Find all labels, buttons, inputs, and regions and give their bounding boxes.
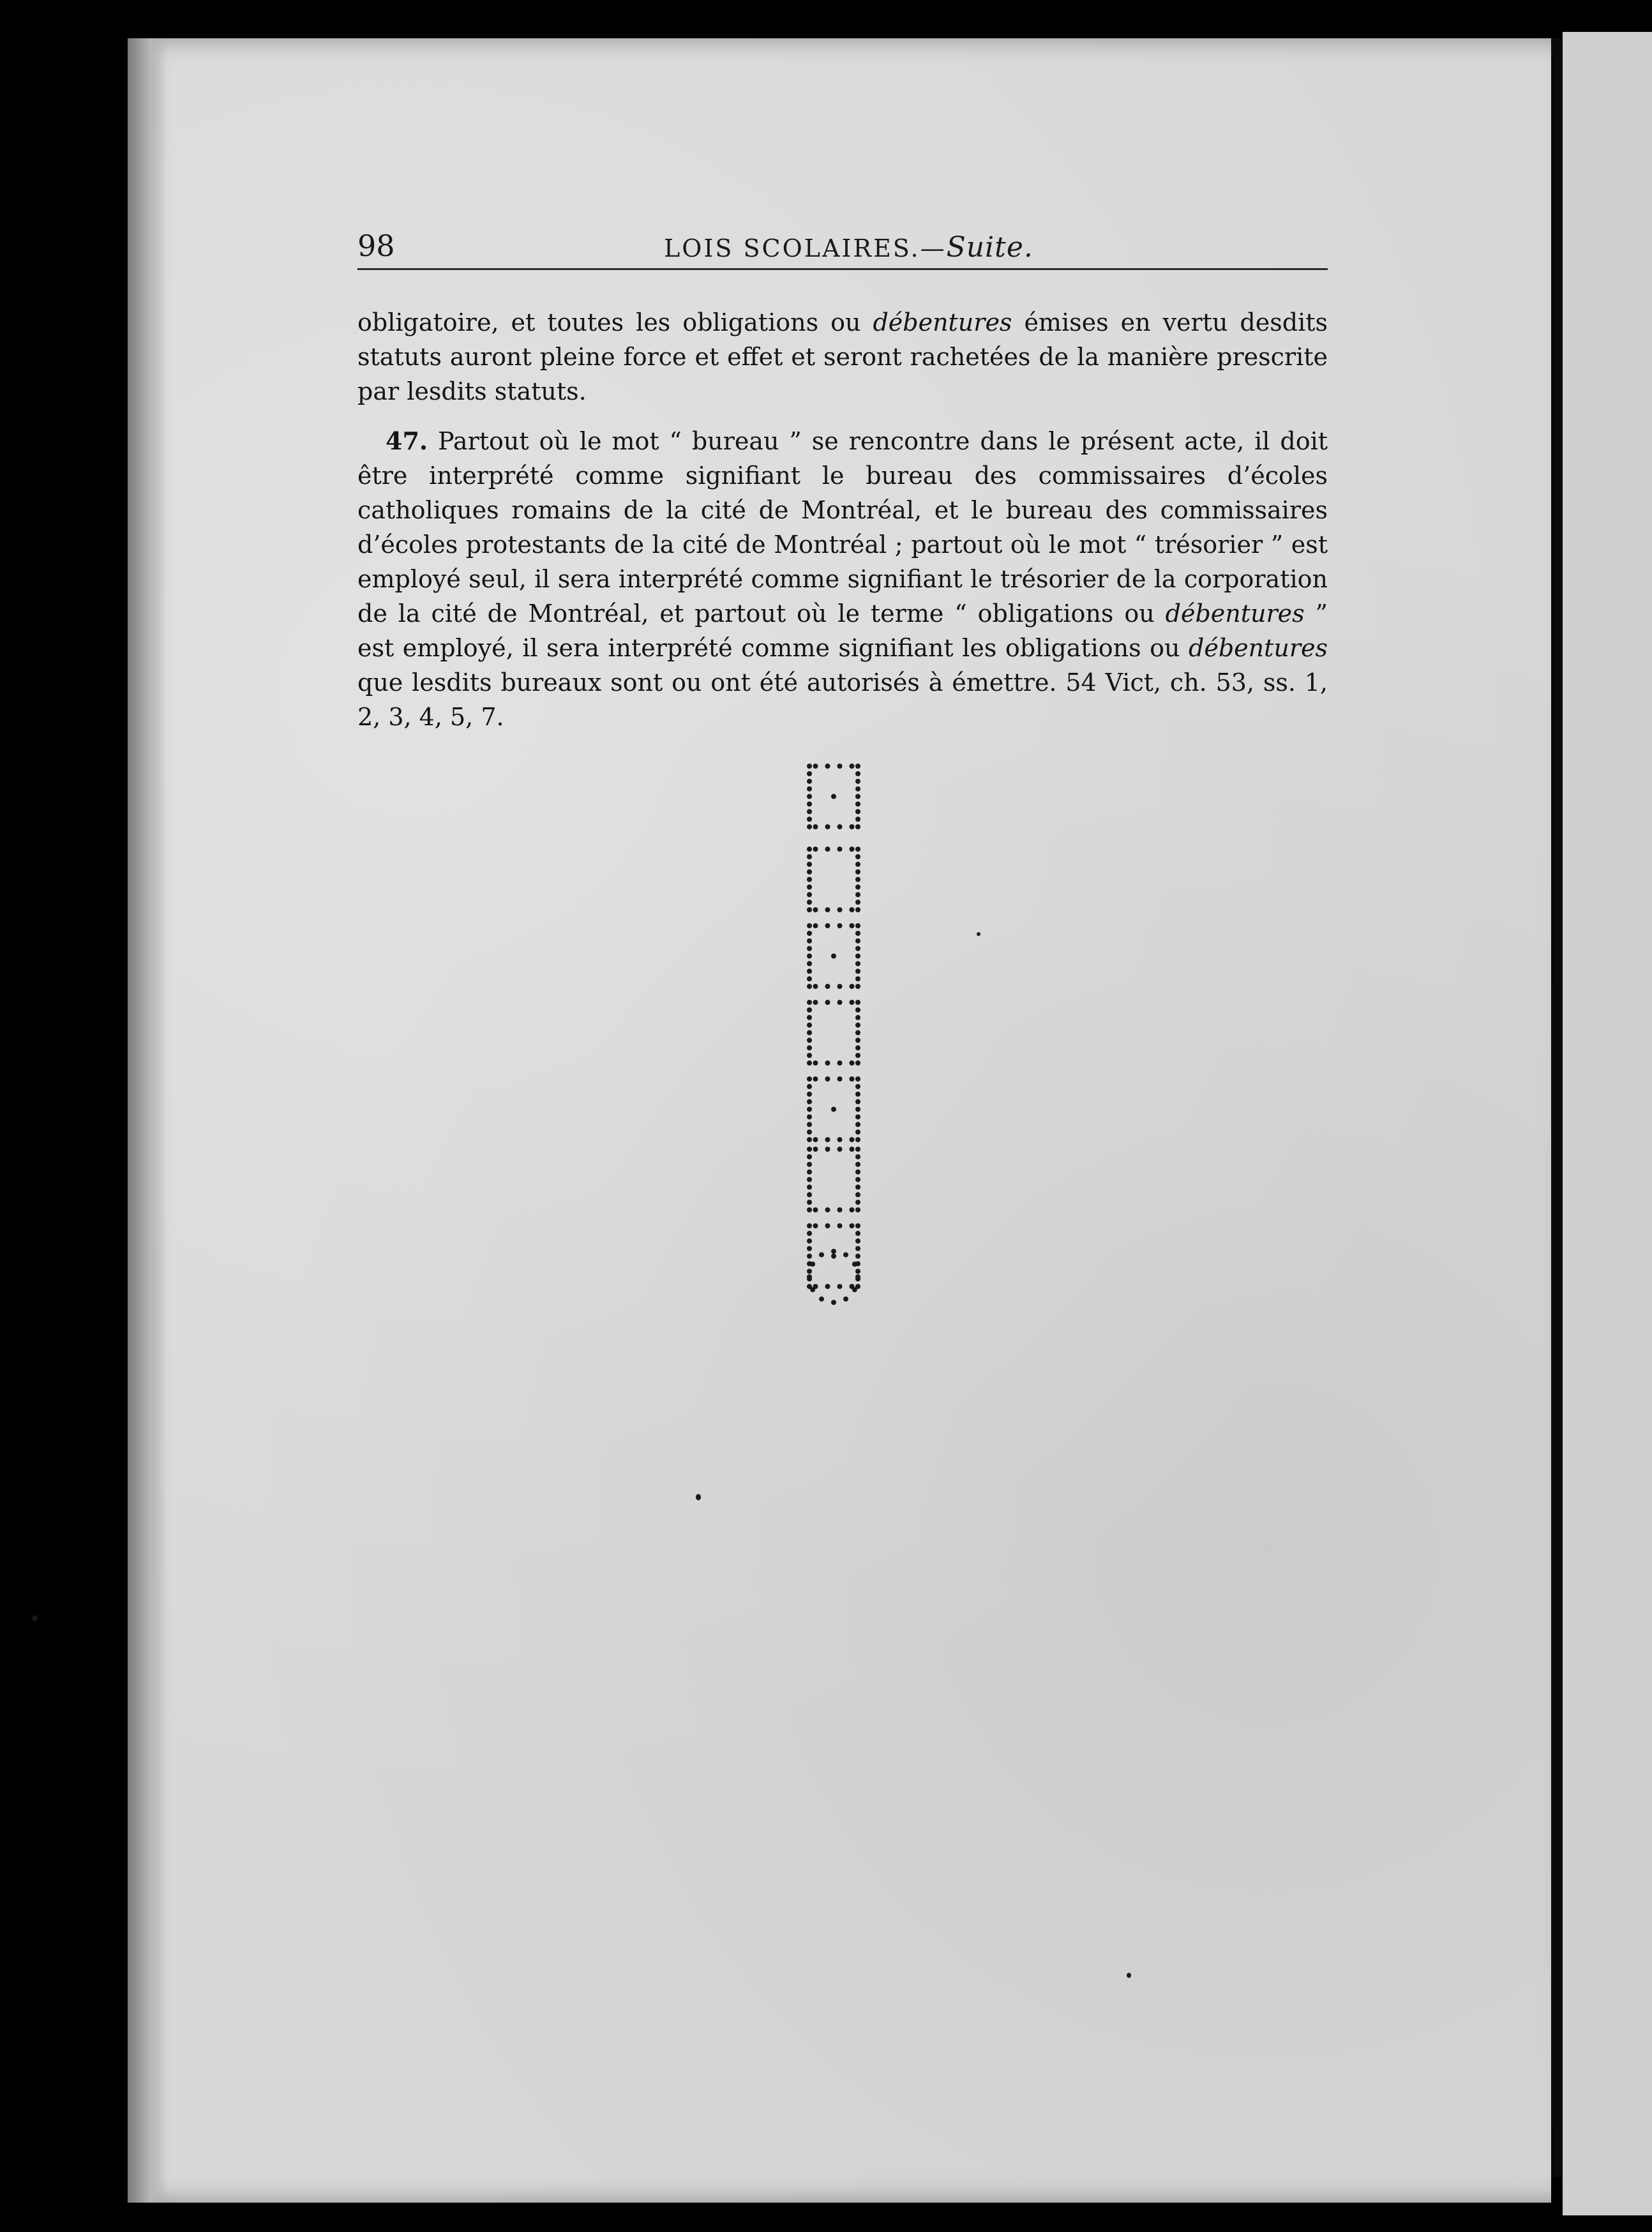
perforation-dot bbox=[807, 1246, 812, 1251]
perforation-dot bbox=[850, 984, 855, 989]
perforation-dot bbox=[855, 809, 860, 814]
perforation-dot bbox=[855, 1060, 860, 1066]
perforation-dot bbox=[807, 1154, 812, 1159]
perforation-dot bbox=[813, 1060, 818, 1066]
perforation-dot bbox=[813, 1000, 818, 1005]
perforation-dot bbox=[807, 1223, 812, 1228]
perforation-dot bbox=[813, 1137, 818, 1142]
perforation-dot bbox=[807, 984, 812, 989]
perforation-dot bbox=[855, 1030, 860, 1036]
perforation-dot bbox=[807, 900, 812, 905]
perforation-dot bbox=[855, 1099, 860, 1105]
perforation-dot bbox=[807, 1099, 812, 1105]
perforation-dot bbox=[855, 1092, 860, 1097]
perforation-dot bbox=[855, 931, 860, 936]
perforation-dot bbox=[807, 969, 812, 974]
perforation-dot bbox=[855, 1114, 860, 1119]
perforation-dot bbox=[810, 1287, 815, 1292]
perforation-dot bbox=[807, 824, 812, 829]
perforation-dot bbox=[807, 877, 812, 882]
perforation-dot bbox=[855, 961, 860, 966]
perforation-dot bbox=[807, 794, 812, 799]
perforation-dot bbox=[807, 1192, 812, 1197]
italic-term: débentures bbox=[1189, 634, 1328, 662]
perforation-dot bbox=[813, 1147, 818, 1152]
adjacent-page-edge bbox=[1563, 32, 1652, 2215]
perforation-dot bbox=[855, 824, 860, 829]
perforation-dot bbox=[807, 931, 812, 936]
perforation-dot bbox=[807, 1137, 812, 1142]
perforation-dot bbox=[807, 771, 812, 776]
perforation-dot bbox=[855, 892, 860, 897]
perforation-dot bbox=[855, 1192, 860, 1197]
perforation-dot bbox=[855, 779, 860, 784]
page-number: 98 bbox=[357, 229, 395, 263]
perforation-dot bbox=[825, 1284, 830, 1289]
perforation-dot bbox=[825, 1076, 830, 1082]
perforation-dot bbox=[807, 801, 812, 806]
perforation-dot bbox=[825, 1000, 830, 1005]
perforation-dot bbox=[807, 1147, 812, 1152]
perforation-dot bbox=[837, 824, 843, 829]
perforation-dot bbox=[813, 1076, 818, 1082]
perforation-dot bbox=[807, 1084, 812, 1089]
perforation-dot bbox=[813, 764, 818, 769]
perforation-dot bbox=[807, 817, 812, 822]
perforation-dot bbox=[855, 884, 860, 889]
perforation-dot bbox=[855, 1015, 860, 1020]
page-header bbox=[357, 229, 1328, 273]
perforation-dot bbox=[850, 1147, 855, 1152]
dust-speck bbox=[977, 932, 980, 936]
perforation-dot bbox=[850, 1137, 855, 1142]
perforation-dot bbox=[855, 1177, 860, 1182]
perforation-dot bbox=[855, 954, 860, 959]
perforation-dot bbox=[855, 1007, 860, 1013]
perforation-dot bbox=[855, 976, 860, 981]
perforation-dot bbox=[855, 946, 860, 951]
perforation-dot bbox=[855, 1200, 860, 1205]
perforation-dot bbox=[855, 801, 860, 806]
perforation-dot bbox=[807, 1254, 812, 1259]
perforation-dot bbox=[810, 1262, 815, 1267]
perforation-dot bbox=[852, 1287, 857, 1292]
perforation-dot bbox=[855, 1239, 860, 1244]
text-run: émises en vertu desdits statuts auront pleine force et effet et seront rachetées de la manière prescrite par lesdits statuts. bbox=[357, 308, 1328, 405]
perforation-dot bbox=[825, 1207, 830, 1212]
perforation-dot bbox=[807, 1007, 812, 1013]
perforation-dot bbox=[807, 1092, 812, 1097]
perforation-dot bbox=[855, 817, 860, 822]
perforation-dot bbox=[855, 787, 860, 792]
perforation-dot bbox=[837, 923, 843, 928]
perforation-dot bbox=[837, 1000, 843, 1005]
perforation-dot bbox=[837, 847, 843, 852]
perforation-dot bbox=[813, 923, 818, 928]
perforation-dot bbox=[855, 877, 860, 882]
article-47 bbox=[357, 424, 1328, 734]
perforation-dot bbox=[855, 764, 860, 769]
perforation-dot bbox=[807, 1037, 812, 1043]
perforation-dot bbox=[813, 1223, 818, 1228]
perforation-dot bbox=[831, 1300, 836, 1305]
perforation-dot bbox=[813, 847, 818, 852]
perforation-dot bbox=[807, 1162, 812, 1167]
perforation-dot bbox=[855, 1076, 860, 1082]
perforation-dot bbox=[837, 1284, 843, 1289]
perforation-dot bbox=[831, 1249, 836, 1254]
perforation-dot bbox=[807, 1076, 812, 1082]
perforation-dot bbox=[855, 1231, 860, 1236]
perforation-dot bbox=[855, 939, 860, 944]
perforation-dot bbox=[807, 1269, 812, 1274]
perforation-dot bbox=[855, 854, 860, 859]
perforation-dot bbox=[807, 923, 812, 928]
perforation-dot bbox=[825, 1147, 830, 1152]
dust-speck bbox=[696, 1494, 701, 1500]
perforation-dot bbox=[825, 984, 830, 989]
perforation-dot bbox=[855, 1037, 860, 1043]
perforation-dot bbox=[807, 907, 812, 912]
perforation-dot bbox=[855, 1023, 860, 1028]
perforation-dot bbox=[850, 923, 855, 928]
perforation-dot bbox=[855, 1137, 860, 1142]
perforation-dot bbox=[825, 923, 830, 928]
perforation-dot bbox=[837, 1137, 843, 1142]
perforation-dot bbox=[855, 1223, 860, 1228]
perforation-dot bbox=[837, 1147, 843, 1152]
perforation-dot bbox=[807, 1060, 812, 1066]
perforation-dot bbox=[855, 900, 860, 905]
running-title-main: LOIS SCOLAIRES.— bbox=[664, 234, 947, 262]
perforation-dot bbox=[855, 1107, 860, 1112]
perforation-dot bbox=[807, 961, 812, 966]
paragraph-continued bbox=[357, 305, 1328, 409]
perforation-dot bbox=[850, 907, 855, 912]
perforation-dot bbox=[807, 1177, 812, 1182]
text-run: que lesdits bureaux sont ou ont été autorisés à émettre. 54 Vict, ch. 53, ss. 1, 2, 3, 4, 5, 7. bbox=[357, 668, 1328, 731]
text-run: Partout où le mot “ bureau ” se rencontre dans le présent acte, il doit être interprété comme signifiant le bureau des commissaires d’écoles catholiques romains de la cité de Montréal, et le bureau des commissaires d’écoles protestants de la cité de Montréal ; partout où le mot “ trésorier ” est employé seul, il sera interprété comme signifiant le trésorier de la corporation de la cité de Montréal, et partout où le terme “ obligations ou bbox=[357, 427, 1328, 628]
perforation-dot bbox=[807, 954, 812, 959]
perforation-dot bbox=[807, 1239, 812, 1244]
perforation-dot bbox=[807, 946, 812, 951]
perforation-dot bbox=[855, 1147, 860, 1152]
perforation-dot bbox=[813, 824, 818, 829]
perforation-dot bbox=[855, 923, 860, 928]
perforation-dot bbox=[852, 1262, 857, 1267]
perforation-dot bbox=[855, 1170, 860, 1175]
perforation-dot bbox=[807, 854, 812, 859]
perforation-dot bbox=[850, 824, 855, 829]
perforation-dot bbox=[843, 1297, 848, 1302]
perforation-dot bbox=[831, 954, 836, 959]
perforation-dot bbox=[825, 824, 830, 829]
perforation-dot bbox=[807, 779, 812, 784]
italic-term: débentures bbox=[873, 308, 1012, 336]
page-left-edge-shadow bbox=[128, 38, 166, 2203]
perforation-dot bbox=[819, 1297, 824, 1302]
perforation-dot bbox=[855, 1254, 860, 1259]
perforation-dot bbox=[855, 984, 860, 989]
perforation-dot bbox=[855, 1129, 860, 1135]
perforation-dot bbox=[807, 892, 812, 897]
perforation-dot bbox=[807, 1170, 812, 1175]
perforation-dot bbox=[807, 1129, 812, 1135]
perforation-dot bbox=[807, 809, 812, 814]
perforation-dot bbox=[850, 764, 855, 769]
perforation-dot bbox=[855, 794, 860, 799]
perforation-dot bbox=[837, 984, 843, 989]
perforation-dot bbox=[831, 1254, 836, 1259]
perforation-dot bbox=[850, 1223, 855, 1228]
perforation-dot bbox=[855, 1084, 860, 1089]
perforation-dot bbox=[850, 1000, 855, 1005]
perforation-dot bbox=[825, 764, 830, 769]
perforation-dot bbox=[855, 1162, 860, 1167]
perforation-dot bbox=[807, 1207, 812, 1212]
perforation-dot bbox=[855, 1154, 860, 1159]
perforation-dot bbox=[837, 1060, 843, 1066]
perforation-dot bbox=[813, 984, 818, 989]
perforation-dot bbox=[825, 1060, 830, 1066]
perforation-dot bbox=[807, 1114, 812, 1119]
perforation-dot bbox=[850, 847, 855, 852]
perforation-dot bbox=[855, 1053, 860, 1058]
perforation-dot bbox=[843, 1252, 848, 1257]
perforation-dot bbox=[831, 1107, 836, 1112]
perforation-dot bbox=[850, 1060, 855, 1066]
perforation-dot bbox=[850, 1076, 855, 1082]
perforation-dot bbox=[837, 764, 843, 769]
perforation-dot bbox=[855, 969, 860, 974]
dust-speck bbox=[32, 1615, 38, 1621]
running-title-suite: Suite. bbox=[946, 231, 1033, 264]
perforation-dot bbox=[855, 1207, 860, 1212]
perforation-dot bbox=[837, 907, 843, 912]
perforation-dot bbox=[807, 1184, 812, 1189]
perforation-dot bbox=[855, 771, 860, 776]
perforation-dot bbox=[825, 1137, 830, 1142]
perforation-dot bbox=[837, 1207, 843, 1212]
perforation-dot bbox=[855, 1184, 860, 1189]
header-rule bbox=[357, 268, 1328, 270]
article-number: 47. bbox=[386, 426, 428, 455]
perforation-dot bbox=[807, 1053, 812, 1058]
perforation-dot bbox=[807, 1023, 812, 1028]
italic-term: débentures bbox=[1165, 599, 1305, 628]
perforation-dot bbox=[825, 847, 830, 852]
perforation-dots bbox=[795, 753, 872, 1315]
perforation-dot bbox=[855, 1000, 860, 1005]
perforation-dot bbox=[807, 847, 812, 852]
running-title bbox=[664, 231, 1033, 264]
perforation-dot bbox=[837, 1076, 843, 1082]
perforation-dot bbox=[855, 862, 860, 867]
perforation-dot bbox=[855, 1274, 860, 1279]
body-text bbox=[357, 305, 1328, 734]
perforation-dot bbox=[813, 907, 818, 912]
perforation-dot bbox=[807, 764, 812, 769]
perforation-dot bbox=[807, 884, 812, 889]
perforation-dot bbox=[819, 1252, 824, 1257]
perforation-dot bbox=[807, 870, 812, 875]
perforation-dot bbox=[855, 907, 860, 912]
perforation-dot bbox=[807, 862, 812, 867]
perforation-dot bbox=[807, 1015, 812, 1020]
perforation-dot bbox=[807, 1030, 812, 1036]
perforation-dot bbox=[831, 794, 836, 799]
dust-speck bbox=[1127, 1973, 1131, 1978]
perforation-dot bbox=[807, 1000, 812, 1005]
perforation-dot bbox=[855, 847, 860, 852]
perforation-dot bbox=[850, 1207, 855, 1212]
perforation-dot bbox=[855, 1045, 860, 1050]
perforation-dot bbox=[855, 1269, 860, 1274]
perforation-dot bbox=[807, 1200, 812, 1205]
perforation-stamp bbox=[795, 753, 872, 1315]
perforation-dot bbox=[807, 939, 812, 944]
text-run: obligatoire, et toutes les obligations ou bbox=[357, 308, 873, 336]
perforation-dot bbox=[855, 1246, 860, 1251]
perforation-dot bbox=[807, 1274, 812, 1279]
perforation-dot bbox=[807, 1231, 812, 1236]
perforation-dot bbox=[825, 1223, 830, 1228]
perforation-dot bbox=[807, 1122, 812, 1127]
perforation-dot bbox=[807, 976, 812, 981]
perforation-dot bbox=[825, 907, 830, 912]
perforation-dot bbox=[807, 1107, 812, 1112]
text-run: ” est employé, il sera interprété comme signifiant les obligations ou bbox=[357, 599, 1328, 662]
perforation-dot bbox=[837, 1223, 843, 1228]
perforation-dot bbox=[807, 1045, 812, 1050]
perforation-dot bbox=[813, 1207, 818, 1212]
perforation-dot bbox=[855, 870, 860, 875]
perforation-dot bbox=[807, 787, 812, 792]
perforation-dot bbox=[855, 1122, 860, 1127]
